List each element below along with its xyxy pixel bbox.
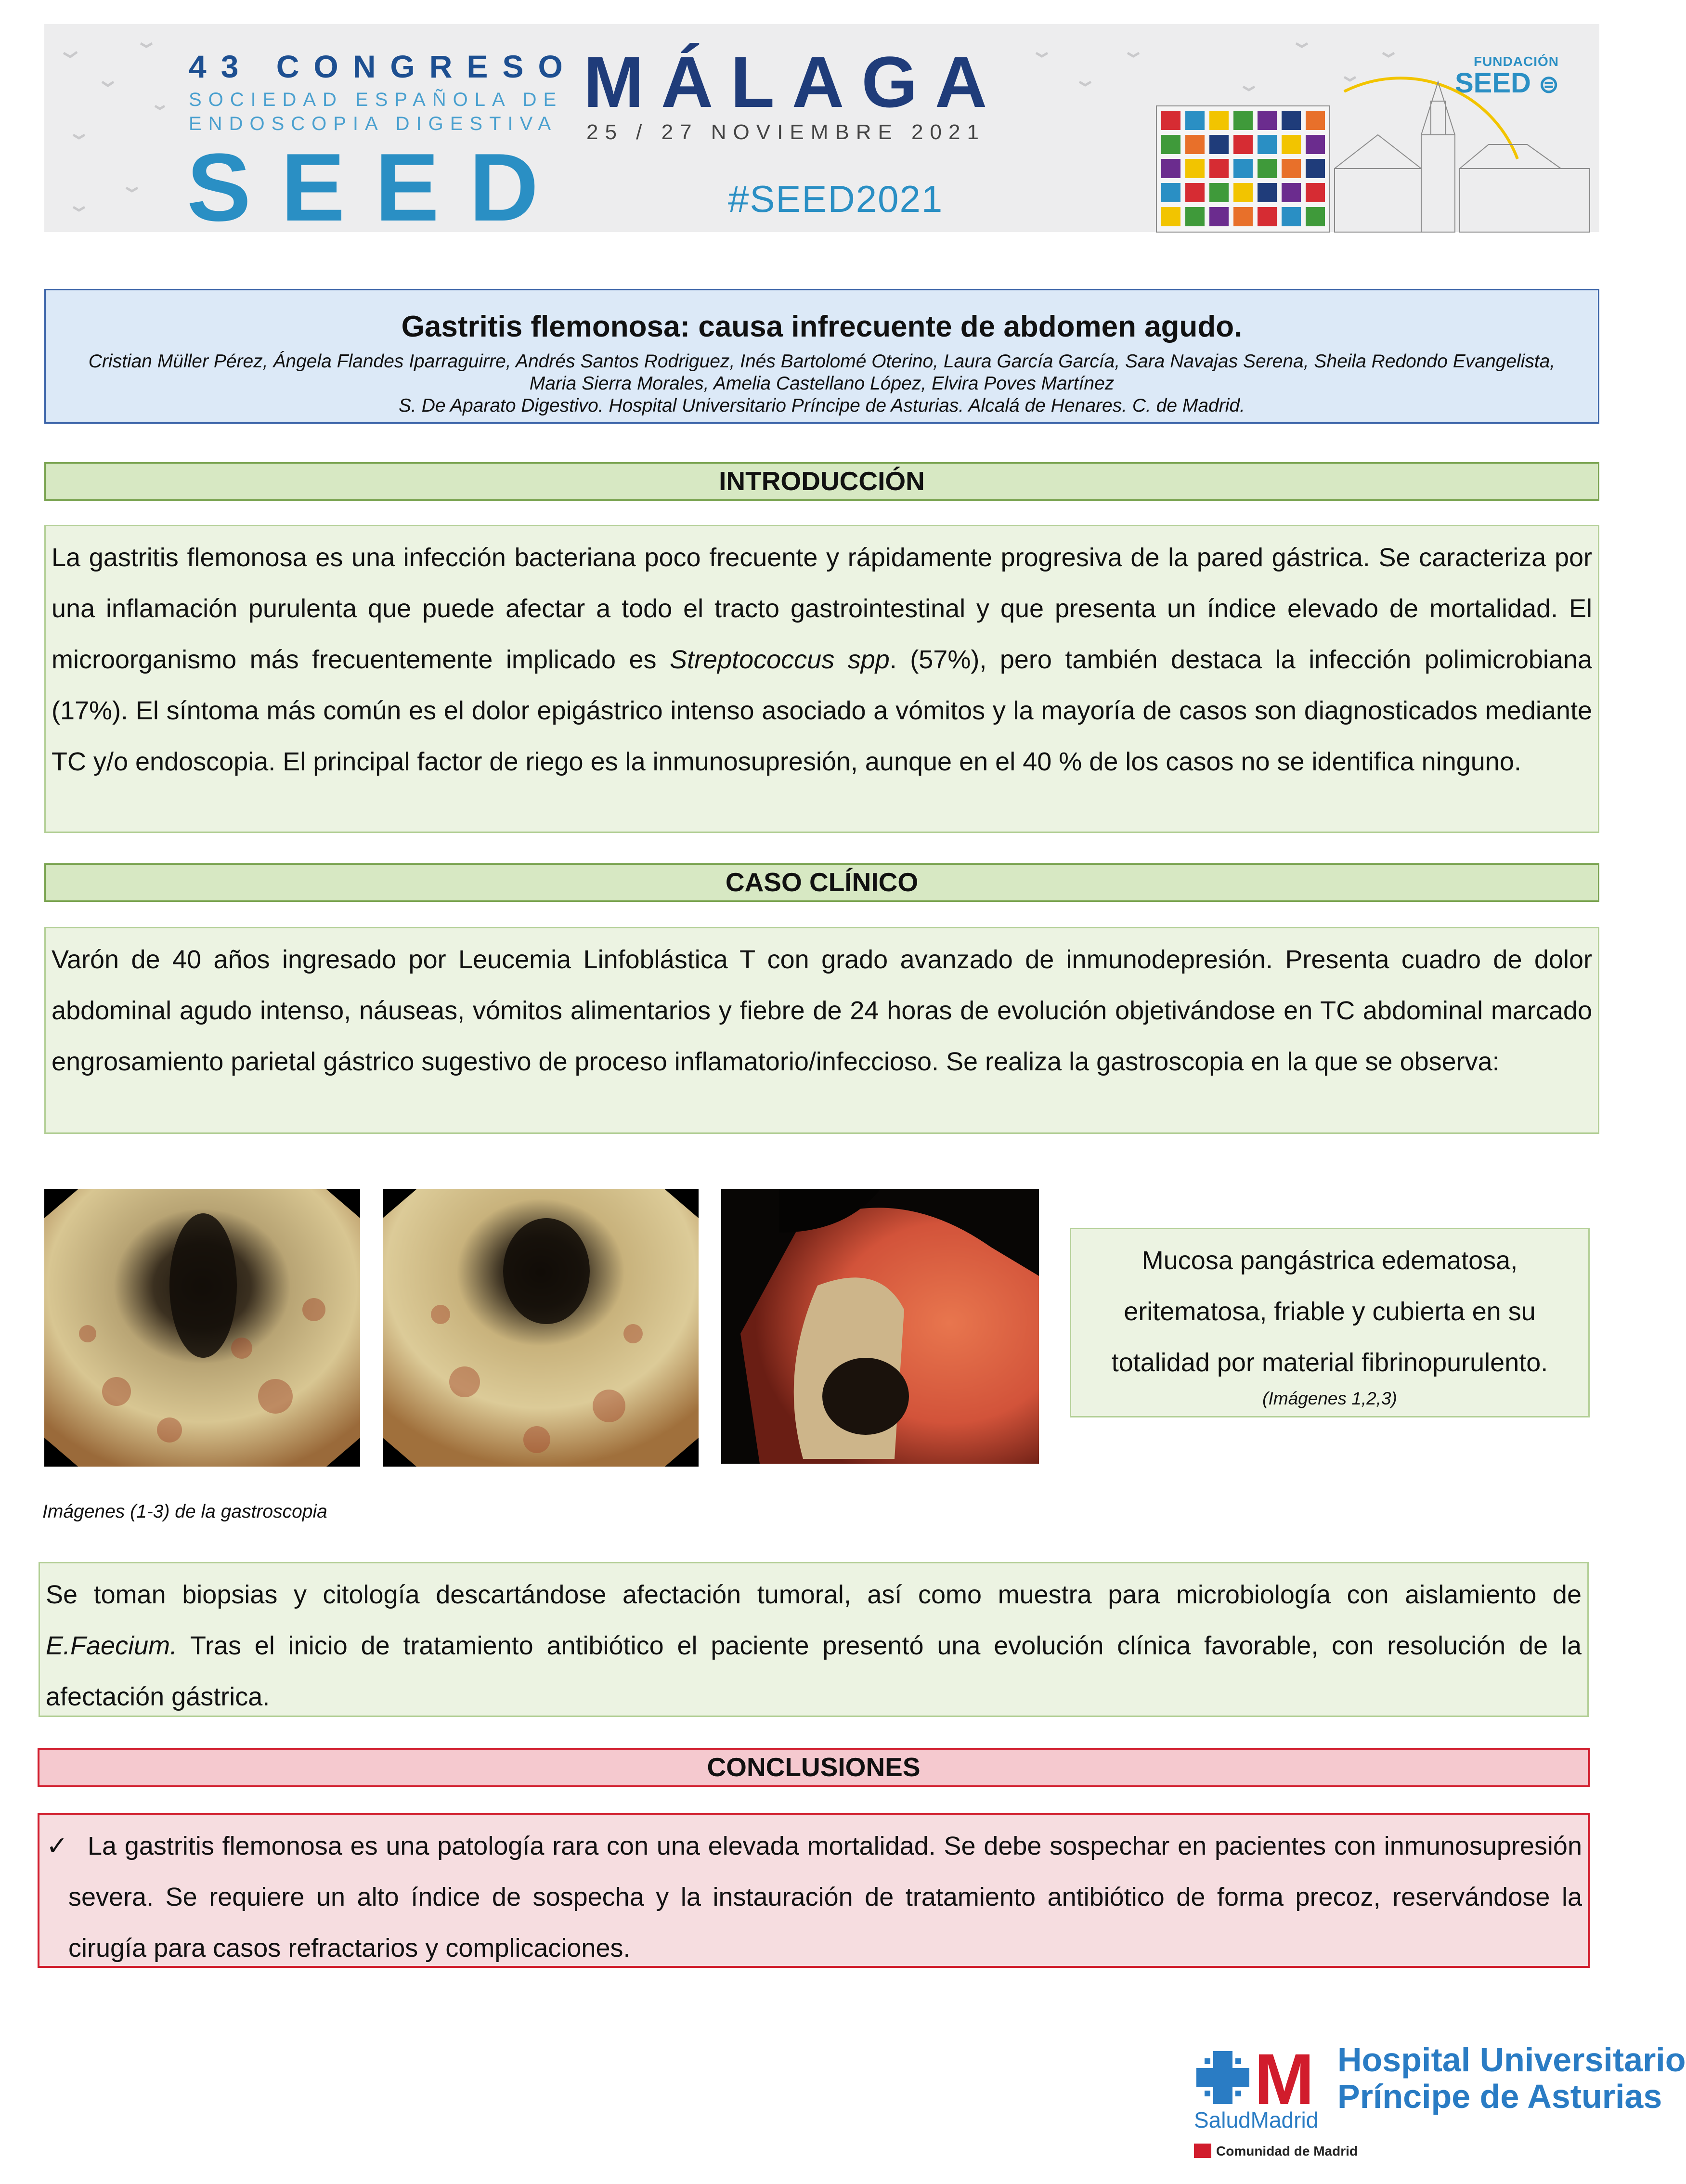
intro-heading: INTRODUCCIÓN — [44, 462, 1599, 501]
authors-list: Cristian Müller Pérez, Ángela Flandes Iparraguirre, Andrés Santos Rodriguez, Inés Bartolomé Oterino, Laura García García, Sara Navajas Serena, Sheila Redondo Evangelista, Maria Sierra Morales, Amelia Castellano López, Elvira Poves Martínez — [88, 351, 1556, 394]
society-line1: SOCIEDAD ESPAÑOLA DE — [189, 89, 563, 110]
society-line2: ENDOSCOPIA DIGESTIVA — [189, 113, 558, 134]
case-text: Varón de 40 años ingresado por Leucemia Linfoblástica T con grado avanzado de inmunodepresión. Presenta cuadro de dolor abdominal agudo intenso, náuseas, vómitos alimentarios y fiebre de 24 horas de evolución objetivándose en TC abdominal marcado engrosamiento parietal gástrico sugestivo de proceso inflamatorio/infeccioso. Se realiza la gastroscopia en la que se observa: — [44, 927, 1599, 1134]
conclusions-body: La gastritis flemonosa es una patología rara con una elevada mortalidad. Se debe sospechar en pacientes con inmunosupresión severa. Se requiere un alto índice de sospecha y la instauración de tratamiento antibiótico de forma precoz, reservándose la cirugía para casos refractarios y complicaciones. — [68, 1832, 1582, 1963]
title-block — [44, 289, 1599, 424]
followup-text-italic: E.Faecium. — [46, 1631, 178, 1660]
svg-text:M: M — [1254, 2039, 1314, 2119]
city-name: MÁLAGA — [584, 41, 1005, 122]
endoscopy-image-1 — [44, 1189, 360, 1467]
conclusions-heading: CONCLUSIONES — [38, 1748, 1590, 1787]
salud-madrid-cross-icon — [1194, 2037, 1329, 2119]
intro-text-part1: La gastritis flemonosa es una infección bacteriana poco frecuente y rápidamente progresiva de la pared gástrica. Se caracteriza por una inflamación purulenta que puede afectar a todo el tracto gastrointestinal y que presenta un índice elevado de mortalidad. El microorganismo más frecuentemente implicado es — [52, 543, 1592, 674]
findings-text: Mucosa pangástrica edematosa, eritematosa, friable y cubierta en su totalidad por material fibrinopurulento. — [1111, 1246, 1548, 1377]
case-heading: CASO CLÍNICO — [44, 863, 1599, 902]
intro-text — [44, 525, 1599, 833]
poster-title: Gastritis flemonosa: causa infrecuente de abdomen agudo. — [401, 310, 1243, 343]
congress-banner — [44, 24, 1599, 241]
congress-dates: 25 / 27 NOVIEMBRE 2021 — [586, 120, 986, 144]
fundacion-label: FUNDACIÓN — [1473, 54, 1559, 69]
salud-madrid-label: SaludMadrid — [1194, 2107, 1319, 2132]
images-caption: Imágenes (1-3) de la gastroscopia — [42, 1501, 327, 1522]
checkmark-icon: ✓ — [46, 1832, 68, 1860]
malaga-building-illustration — [1152, 63, 1595, 232]
hospital-name-line1: Hospital Universitario — [1337, 2041, 1686, 2079]
society-name — [189, 88, 563, 136]
followup-text-part1: Se toman biopsias y citología descartándose afectación tumoral, así como muestra para microbiología con aislamiento de — [46, 1580, 1582, 1609]
endoscopy-image-2 — [383, 1189, 699, 1467]
comunidad-madrid-label: Comunidad de Madrid — [1216, 2144, 1358, 2158]
affiliation: S. De Aparato Digestivo. Hospital Universitario Príncipe de Asturias. Alcalá de Henares. C. de Madrid. — [399, 395, 1245, 416]
intro-text-italic: Streptococcus spp — [670, 645, 890, 674]
comunidad-flag-icon — [1194, 2144, 1211, 2158]
endoscopy-image-3 — [721, 1189, 1039, 1464]
fundacion-seed-label: SEED ⊜ — [1455, 67, 1559, 99]
conclusions-text — [38, 1813, 1590, 1968]
findings-image-ref: (Imágenes 1,2,3) — [1262, 1389, 1397, 1408]
hospital-name-line2: Príncipe de Asturias — [1337, 2078, 1662, 2115]
followup-text — [39, 1562, 1589, 1717]
hashtag: #SEED2021 — [728, 178, 944, 220]
followup-text-part2: Tras el inicio de tratamiento antibiótico el paciente presentó una evolución clínica favorable, con resolución de la afectación gástrica. — [46, 1631, 1582, 1711]
intro-text-part2: . (57%), pero también destaca la infección polimicrobiana (17%). El síntoma más común es el dolor epigástrico intenso asociado a vómitos y la mayoría de casos son diagnosticados mediante TC y/o endoscopia. El principal factor de riego es la inmunosupresión, aunque en el 40 % de los casos no se identifica ninguno. — [52, 645, 1593, 776]
seed-logo-text: SEED — [187, 134, 569, 241]
image-findings-box — [1070, 1228, 1590, 1417]
hospital-logo — [1194, 2037, 1686, 2162]
congress-number: 43 CONGRESO — [189, 49, 577, 84]
